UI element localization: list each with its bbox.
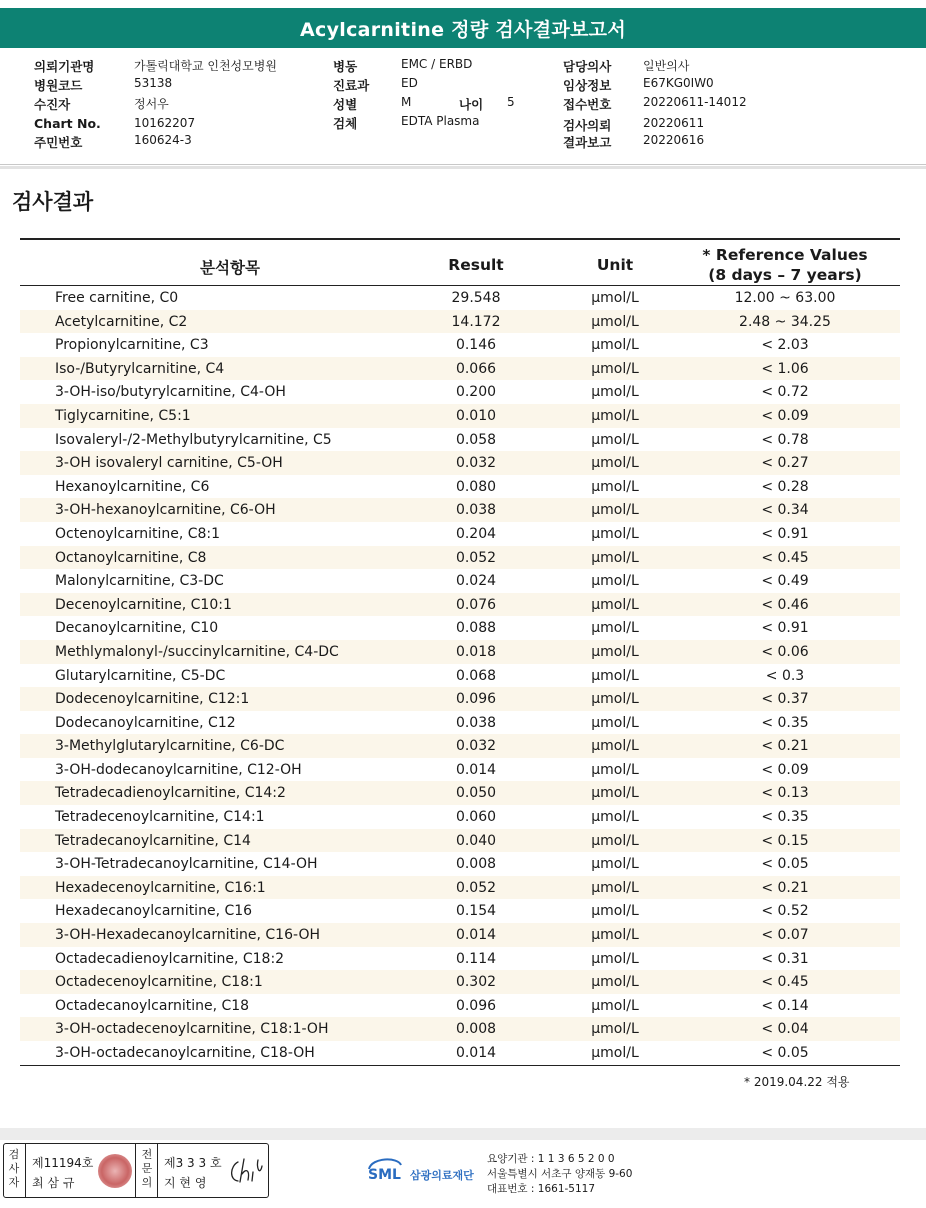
unit-value: μmol/L (591, 691, 639, 708)
result-value: 0.040 (455, 832, 497, 849)
department-label: 진료과 (333, 78, 370, 93)
result-value: 0.024 (455, 573, 497, 590)
sig-divider-1 (25, 1144, 26, 1197)
table-row (20, 664, 900, 688)
table-row (20, 852, 900, 876)
table-row (20, 498, 900, 522)
sig-divider-2 (135, 1144, 136, 1197)
sml-logo-icon (366, 1155, 404, 1183)
table-row (20, 616, 900, 640)
analyte-name: Hexadecanoylcarnitine, C16 (55, 903, 253, 920)
reference-range: 12.00 ~ 63.00 (734, 290, 836, 306)
reference-range: < 0.52 (761, 903, 809, 920)
analyte-name: Tetradecenoylcarnitine, C14:1 (55, 809, 265, 826)
analyte-name: Octadecenoylcarnitine, C18:1 (55, 974, 263, 991)
institution-phone: 대표번호 : 1661-5117 (487, 1183, 596, 1195)
analyte-name: Octenoylcarnitine, C8:1 (55, 525, 221, 542)
report-title-banner (0, 8, 926, 48)
result-value: 0.032 (455, 738, 497, 755)
unit-value: μmol/L (591, 549, 639, 566)
unit-value: μmol/L (591, 997, 639, 1014)
department-value: ED (401, 76, 418, 90)
official-seal (98, 1154, 132, 1188)
reference-range: < 0.91 (761, 525, 809, 542)
patient-name-label: 수진자 (34, 97, 71, 112)
reference-range: < 0.72 (761, 384, 809, 401)
specialist-tag: 전 문 의 (141, 1148, 153, 1189)
table-row (20, 522, 900, 546)
reference-range: < 2.03 (761, 337, 809, 354)
analyte-name: Octadecanoylcarnitine, C18 (55, 997, 250, 1014)
hospital-code-label: 병원코드 (34, 78, 83, 93)
unit-value: μmol/L (591, 785, 639, 802)
chart-no-value: 10162207 (134, 116, 196, 130)
unit-value: μmol/L (591, 809, 639, 826)
unit-value: μmol/L (591, 313, 639, 330)
sex-value: M (401, 95, 412, 109)
analyte-name: Dodecanoylcarnitine, C12 (55, 714, 236, 731)
table-row (20, 758, 900, 782)
table-row (20, 357, 900, 381)
reference-range: < 0.35 (761, 809, 809, 826)
reference-range: < 0.05 (761, 856, 809, 873)
result-value: 0.200 (455, 384, 497, 401)
unit-value: μmol/L (591, 455, 639, 472)
unit-value: μmol/L (591, 596, 639, 613)
analyte-name: Iso-/Butyrylcarnitine, C4 (55, 360, 225, 377)
unit-value: μmol/L (591, 502, 639, 519)
reference-range: < 0.31 (761, 950, 809, 967)
unit-value: μmol/L (591, 620, 639, 637)
reference-range: < 0.35 (761, 714, 809, 731)
table-row (20, 286, 900, 310)
unit-value: μmol/L (591, 525, 639, 542)
unit-value: μmol/L (591, 643, 639, 660)
table-row (20, 711, 900, 735)
reference-range: < 0.14 (761, 997, 809, 1014)
reference-range: < 0.46 (761, 596, 809, 613)
resident-no-value: 160624-3 (134, 133, 192, 147)
result-value: 0.204 (455, 525, 497, 542)
institution-street: 서울특별시 서초구 양재동 9-60 (487, 1168, 633, 1180)
header-unit: Unit (596, 256, 634, 274)
unit-value: μmol/L (591, 407, 639, 424)
analyte-name: Free carnitine, C0 (55, 290, 179, 306)
unit-value: μmol/L (591, 360, 639, 377)
unit-value: μmol/L (591, 384, 639, 401)
analyte-name: Isovaleryl-/2-Methylbutyrylcarnitine, C5 (55, 431, 332, 448)
unit-value: μmol/L (591, 738, 639, 755)
reference-range: < 0.06 (761, 643, 809, 660)
institution-code: 요양기관 : 1 1 3 6 5 2 0 0 (487, 1153, 615, 1165)
table-row (20, 734, 900, 758)
specialist-license: 제3 3 3 호 (164, 1156, 222, 1170)
table-row (20, 994, 900, 1018)
analyte-name: 3-OH-Tetradecanoylcarnitine, C14-OH (55, 856, 318, 873)
result-value: 29.548 (451, 290, 501, 306)
reference-range: < 0.45 (761, 549, 809, 566)
analyte-name: Hexanoylcarnitine, C6 (55, 478, 210, 495)
technologist-name: 최 삼 규 (32, 1176, 75, 1190)
table-row (20, 876, 900, 900)
unit-value: μmol/L (591, 761, 639, 778)
reference-range: < 0.05 (761, 1045, 809, 1061)
unit-value: μmol/L (591, 1021, 639, 1038)
table-row (20, 829, 900, 853)
unit-value: μmol/L (591, 290, 639, 306)
analyte-name: Octadecadienoylcarnitine, C18:2 (55, 950, 285, 967)
unit-value: μmol/L (591, 903, 639, 920)
analyte-name: 3-OH-hexanoylcarnitine, C6-OH (55, 502, 276, 519)
analyte-name: Glutarylcarnitine, C5-DC (55, 667, 226, 684)
table-row (20, 923, 900, 947)
reference-range: < 0.27 (761, 455, 809, 472)
result-value: 0.014 (455, 927, 497, 944)
result-value: 0.096 (455, 997, 497, 1014)
unit-value: μmol/L (591, 950, 639, 967)
table-row (20, 310, 900, 334)
handwritten-signature (226, 1154, 264, 1188)
sig-divider-3 (157, 1144, 158, 1197)
reference-range: < 0.09 (761, 407, 809, 424)
header-reference (690, 245, 880, 285)
reference-range: < 0.78 (761, 431, 809, 448)
table-header (20, 240, 900, 286)
report-date-value: 20220616 (643, 133, 705, 147)
header-reference-line2: (8 days – 7 years) (708, 266, 862, 284)
result-value: 0.058 (455, 431, 497, 448)
table-row (20, 569, 900, 593)
analyte-name: Tetradecadienoylcarnitine, C14:2 (55, 785, 286, 802)
footer-band (0, 1128, 926, 1140)
reference-range: < 0.37 (761, 691, 809, 708)
unit-value: μmol/L (591, 431, 639, 448)
requesting-institution-value: 가톨릭대학교 인천성모병원 (134, 59, 277, 73)
ward-value: EMC / ERBD (401, 57, 473, 71)
physician-value: 일반의사 (643, 59, 690, 73)
analyte-name: Dodecenoylcarnitine, C12:1 (55, 691, 250, 708)
reference-range: < 0.28 (761, 478, 809, 495)
result-value: 0.080 (455, 478, 497, 495)
table-row (20, 380, 900, 404)
reference-range: 2.48 ~ 34.25 (739, 313, 831, 330)
result-value: 0.060 (455, 809, 497, 826)
age-label: 나이 (459, 97, 484, 112)
chart-no-label: Chart No. (34, 116, 101, 131)
table-row (20, 593, 900, 617)
result-value: 0.076 (455, 596, 497, 613)
result-value: 0.032 (455, 455, 497, 472)
analyte-name: Octanoylcarnitine, C8 (55, 549, 207, 566)
table-row (20, 1041, 900, 1065)
reference-range: < 0.13 (761, 785, 809, 802)
hospital-code-value: 53138 (134, 76, 173, 90)
analyte-name: Propionylcarnitine, C3 (55, 337, 209, 354)
reference-range: < 0.91 (761, 620, 809, 637)
report-date-label: 결과보고 (563, 135, 612, 150)
table-row (20, 451, 900, 475)
table-row (20, 1017, 900, 1041)
signature-box (3, 1143, 269, 1198)
reference-range: < 1.06 (761, 360, 809, 377)
unit-value: μmol/L (591, 337, 639, 354)
analyte-name: Hexadecenoylcarnitine, C16:1 (55, 879, 266, 896)
reference-range: < 0.07 (761, 927, 809, 944)
table-row (20, 899, 900, 923)
unit-value: μmol/L (591, 667, 639, 684)
technologist-license: 제11194호 (32, 1156, 94, 1170)
result-value: 0.038 (455, 502, 497, 519)
result-value: 0.018 (455, 643, 497, 660)
report-title: Acylcarnitine 정량 검사결과보고서 (300, 18, 626, 41)
result-value: 14.172 (451, 313, 501, 330)
reference-range: < 0.09 (761, 761, 809, 778)
sex-label: 성별 (333, 97, 358, 112)
clinical-info-value: E67KG0IW0 (643, 76, 714, 90)
table-row (20, 947, 900, 971)
unit-value: μmol/L (591, 714, 639, 731)
unit-value: μmol/L (591, 927, 639, 944)
unit-value: μmol/L (591, 974, 639, 991)
analyte-name: 3-OH isovaleryl carnitine, C5-OH (55, 455, 283, 472)
requesting-institution-label: 의뢰기관명 (34, 59, 95, 74)
header-reference-line1: * Reference Values (702, 246, 868, 264)
result-value: 0.154 (455, 903, 497, 920)
reference-range: < 0.3 (765, 667, 805, 684)
result-value: 0.052 (455, 879, 497, 896)
specimen-value: EDTA Plasma (401, 114, 480, 128)
specimen-label: 검체 (333, 116, 358, 131)
result-value: 0.010 (455, 407, 497, 424)
unit-value: μmol/L (591, 478, 639, 495)
unit-value: μmol/L (591, 832, 639, 849)
analyte-name: 3-OH-octadecenoylcarnitine, C18:1-OH (55, 1021, 329, 1038)
analyte-name: Decenoylcarnitine, C10:1 (55, 596, 232, 613)
result-value: 0.088 (455, 620, 497, 637)
reference-range: < 0.04 (761, 1021, 809, 1038)
analyte-name: 3-Methylglutarylcarnitine, C6-DC (55, 738, 285, 755)
reference-footnote: * 2019.04.22 적용 (744, 1075, 850, 1089)
unit-value: μmol/L (591, 1045, 639, 1061)
analyte-name: Decanoylcarnitine, C10 (55, 620, 219, 637)
accession-no-label: 접수번호 (563, 97, 612, 112)
result-value: 0.008 (455, 1021, 497, 1038)
analyte-name: 3-OH-dodecanoylcarnitine, C12-OH (55, 761, 302, 778)
header-divider (0, 164, 926, 165)
age-value: 5 (507, 95, 515, 109)
result-value: 0.008 (455, 856, 497, 873)
table-row (20, 687, 900, 711)
institution-address (487, 1152, 632, 1197)
table-row (20, 640, 900, 664)
header-divider-shadow (0, 166, 926, 169)
table-row (20, 475, 900, 499)
resident-no-label: 주민번호 (34, 135, 83, 150)
request-date-label: 검사의뢰 (563, 118, 612, 133)
result-value: 0.052 (455, 549, 497, 566)
table-row (20, 781, 900, 805)
header-result: Result (448, 256, 504, 274)
table-row (20, 546, 900, 570)
table-row (20, 970, 900, 994)
accession-no-value: 20220611-14012 (643, 95, 747, 109)
request-date-value: 20220611 (643, 116, 705, 130)
ward-label: 병동 (333, 59, 358, 74)
table-bottom-rule (20, 1065, 900, 1067)
result-value: 0.096 (455, 691, 497, 708)
technologist-tag: 검 사 자 (8, 1148, 20, 1189)
table-row (20, 333, 900, 357)
result-value: 0.050 (455, 785, 497, 802)
reference-range: < 0.15 (761, 832, 809, 849)
reference-range: < 0.21 (761, 879, 809, 896)
specialist-name: 지 현 영 (164, 1176, 207, 1190)
unit-value: μmol/L (591, 856, 639, 873)
result-value: 0.038 (455, 714, 497, 731)
result-value: 0.014 (455, 1045, 497, 1061)
analyte-name: 3-OH-octadecanoylcarnitine, C18-OH (55, 1045, 315, 1061)
unit-value: μmol/L (591, 573, 639, 590)
reference-range: < 0.21 (761, 738, 809, 755)
table-row (20, 404, 900, 428)
analyte-name: 3-OH-Hexadecanoylcarnitine, C16-OH (55, 927, 320, 944)
table-body (20, 286, 900, 1065)
analyte-name: Tiglycarnitine, C5:1 (55, 407, 191, 424)
header-analyte: 분석항목 (200, 259, 260, 277)
table-row (20, 805, 900, 829)
result-value: 0.066 (455, 360, 497, 377)
result-value: 0.014 (455, 761, 497, 778)
result-value: 0.146 (455, 337, 497, 354)
logo-text: SML (368, 1167, 401, 1183)
table-row (20, 428, 900, 452)
analyte-name: Malonylcarnitine, C3-DC (55, 573, 224, 590)
result-value: 0.114 (455, 950, 497, 967)
reference-range: < 0.49 (761, 573, 809, 590)
institution-name: 삼광의료재단 (410, 1169, 474, 1182)
reference-range: < 0.45 (761, 974, 809, 991)
analyte-name: Methlymalonyl-/succinylcarnitine, C4-DC (55, 643, 339, 660)
patient-name-value: 정서우 (134, 97, 169, 111)
section-title: 검사결과 (12, 190, 94, 214)
clinical-info-label: 임상정보 (563, 78, 612, 93)
result-value: 0.302 (455, 974, 497, 991)
reference-range: < 0.34 (761, 502, 809, 519)
results-table (20, 238, 900, 1066)
analyte-name: 3-OH-iso/butyrylcarnitine, C4-OH (55, 384, 286, 401)
analyte-name: Acetylcarnitine, C2 (55, 313, 188, 330)
analyte-name: Tetradecanoylcarnitine, C14 (55, 832, 251, 849)
unit-value: μmol/L (591, 879, 639, 896)
result-value: 0.068 (455, 667, 497, 684)
physician-label: 담당의사 (563, 59, 612, 74)
patient-info-block (0, 52, 926, 164)
